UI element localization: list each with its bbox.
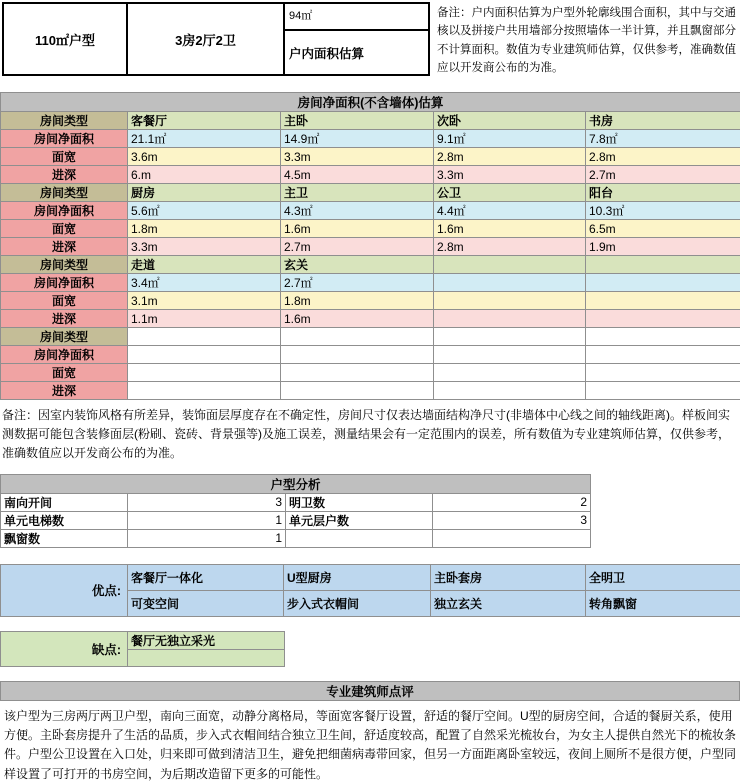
analysis-value — [433, 529, 591, 547]
area-cell — [434, 346, 586, 364]
row-label-width: 面宽 — [1, 148, 128, 166]
pros-item: 可变空间 — [128, 590, 284, 616]
area-cell: 9.1㎡ — [434, 130, 586, 148]
area-cell: 3.6m — [128, 148, 281, 166]
top-note: 备注：户内面积估算为户型外轮廓线围合面积，其中与交通核以及拼接户共用墙部分按照墙体一半计算，并且飘窗部分不计算面积。数值为专业建筑师估算，仅供参考，准确数值应以开发商公布的为准。 — [430, 2, 740, 78]
area-cell: 主卧 — [281, 112, 434, 130]
analysis-label: 南向开间 — [1, 493, 128, 511]
area-cell: 1.6m — [281, 310, 434, 328]
cons-item: 餐厅无独立采光 — [128, 631, 285, 649]
row-label-net-area: 房间净面积 — [1, 274, 128, 292]
row-label-depth: 进深 — [1, 310, 128, 328]
area-cell: 1.8m — [281, 292, 434, 310]
row-label-depth: 进深 — [1, 238, 128, 256]
review-header — [0, 681, 740, 701]
area-cell — [586, 274, 740, 292]
area-cell — [586, 346, 740, 364]
analysis-value: 2 — [433, 493, 591, 511]
area-cell — [128, 346, 281, 364]
area-cell: 3.4㎡ — [128, 274, 281, 292]
row-label-room-type: 房间类型 — [1, 256, 128, 274]
area-cell — [434, 328, 586, 346]
area-cell: 4.3㎡ — [281, 202, 434, 220]
area-cell: 客餐厅 — [128, 112, 281, 130]
area-cell: 主卫 — [281, 184, 434, 202]
summary-header — [0, 0, 740, 88]
area-table-note: 备注：因室内装饰风格有所差异，装饰面层厚度存在不确定性，房间尺寸仅表达墙面结构净尺寸(非墙体中心线之间的轴线距离)。样板间实测数据可能包含装修面层(粉刷、瓷砖、背景强等)及施工误差，测量结果会有一定范围内的误差，所有数值为专业建筑师估算，仅供参考，准确数值应以开发商公布的为准。 — [2, 406, 738, 464]
row-label-room-type: 房间类型 — [1, 328, 128, 346]
analysis-title: 户型分析 — [1, 474, 591, 493]
area-cell: 公卫 — [434, 184, 586, 202]
area-cell — [128, 382, 281, 400]
area-cell: 4.5m — [281, 166, 434, 184]
analysis-table — [0, 474, 591, 548]
review-title: 专业建筑师点评 — [1, 681, 740, 700]
analysis-value: 3 — [433, 511, 591, 529]
row-label-depth: 进深 — [1, 166, 128, 184]
area-cell: 厨房 — [128, 184, 281, 202]
area-cell: 2.8m — [434, 148, 586, 166]
area-cell — [281, 328, 434, 346]
area-table-title: 房间净面积(不含墙体)估算 — [1, 93, 740, 112]
area-cell — [434, 382, 586, 400]
analysis-value: 1 — [128, 529, 286, 547]
row-label-width: 面宽 — [1, 364, 128, 382]
area-cell: 6.5m — [586, 220, 740, 238]
cons-table — [0, 631, 285, 667]
area-cell — [586, 256, 740, 274]
row-label-net-area: 房间净面积 — [1, 130, 128, 148]
area-cell — [281, 382, 434, 400]
pros-item: 独立玄关 — [431, 590, 586, 616]
area-cell: 14.9㎡ — [281, 130, 434, 148]
area-cell: 2.7㎡ — [281, 274, 434, 292]
area-cell: 2.8m — [434, 238, 586, 256]
area-cell: 7.8㎡ — [586, 130, 740, 148]
area-cell: 10.3㎡ — [586, 202, 740, 220]
row-label-room-type: 房间类型 — [1, 112, 128, 130]
area-cell — [434, 310, 586, 328]
row-label-width: 面宽 — [1, 220, 128, 238]
row-label-net-area: 房间净面积 — [1, 202, 128, 220]
unit-size-cell: 110㎡户型 — [2, 2, 128, 76]
area-cell — [128, 328, 281, 346]
area-cell: 2.8m — [586, 148, 740, 166]
layout-cell: 3房2厅2卫 — [128, 2, 285, 76]
row-label-net-area: 房间净面积 — [1, 346, 128, 364]
area-estimate-cell — [285, 2, 430, 76]
analysis-label: 单元电梯数 — [1, 511, 128, 529]
area-cell — [586, 364, 740, 382]
pros-label: 优点: — [1, 564, 128, 616]
area-cell: 1.6m — [434, 220, 586, 238]
area-cell — [434, 364, 586, 382]
area-cell — [434, 292, 586, 310]
room-area-table — [0, 92, 740, 400]
area-cell: 阳台 — [586, 184, 740, 202]
row-label-width: 面宽 — [1, 292, 128, 310]
cons-label: 缺点: — [1, 631, 128, 666]
estimated-area-value: 94㎡ — [285, 4, 428, 31]
analysis-label: 飘窗数 — [1, 529, 128, 547]
area-cell: 3.3m — [281, 148, 434, 166]
area-cell: 1.8m — [128, 220, 281, 238]
area-cell: 4.4㎡ — [434, 202, 586, 220]
area-cell: 玄关 — [281, 256, 434, 274]
area-cell: 次卧 — [434, 112, 586, 130]
area-cell: 3.1m — [128, 292, 281, 310]
review-text: 该户型为三房两厅两卫户型，南向三面宽，动静分离格局，等面宽客餐厅设置，舒适的餐厅空间。U型的厨房空间，合适的餐厨关系，使用方便。主卧套房提升了生活的品质，步入式衣帽间结合独立卫生间，舒适度较高，配置了自然采光梳妆台，为女主人提供自然光下的梳妆条件。户型公卫设置在入口处，归来即可做到清洁卫生，避免把细菌病毒带回家，但另一方面距离卧室较远，夜间上厕所不是很方便，户型同样设置了可打开的书房空间，为后期改造留下更多的可能性。 — [0, 701, 740, 784]
pros-item: 主卧套房 — [431, 564, 586, 590]
area-cell: 1.1m — [128, 310, 281, 328]
area-cell: 走道 — [128, 256, 281, 274]
area-cell: 1.9m — [586, 238, 740, 256]
area-cell — [586, 382, 740, 400]
cons-empty-cell — [128, 649, 285, 666]
area-cell — [434, 256, 586, 274]
pros-item: 转角飘窗 — [586, 590, 740, 616]
area-cell — [281, 364, 434, 382]
analysis-label — [286, 529, 433, 547]
area-cell — [586, 292, 740, 310]
area-cell — [586, 328, 740, 346]
pros-item: 步入式衣帽间 — [284, 590, 431, 616]
area-cell — [434, 274, 586, 292]
area-cell — [128, 364, 281, 382]
area-cell: 2.7m — [281, 238, 434, 256]
area-cell: 5.6㎡ — [128, 202, 281, 220]
area-cell — [586, 310, 740, 328]
estimated-area-label: 户内面积估算 — [285, 31, 428, 74]
area-cell: 书房 — [586, 112, 740, 130]
pros-item: 全明卫 — [586, 564, 740, 590]
area-cell: 21.1㎡ — [128, 130, 281, 148]
area-cell: 1.6m — [281, 220, 434, 238]
area-cell: 3.3m — [128, 238, 281, 256]
row-label-depth: 进深 — [1, 382, 128, 400]
area-cell: 6.m — [128, 166, 281, 184]
analysis-value: 1 — [128, 511, 286, 529]
analysis-label: 单元层户数 — [286, 511, 433, 529]
area-cell: 3.3m — [434, 166, 586, 184]
analysis-value: 3 — [128, 493, 286, 511]
area-cell: 2.7m — [586, 166, 740, 184]
row-label-room-type: 房间类型 — [1, 184, 128, 202]
pros-item: U型厨房 — [284, 564, 431, 590]
pros-table — [0, 564, 740, 617]
area-cell — [281, 346, 434, 364]
pros-item: 客餐厅一体化 — [128, 564, 284, 590]
analysis-label: 明卫数 — [286, 493, 433, 511]
